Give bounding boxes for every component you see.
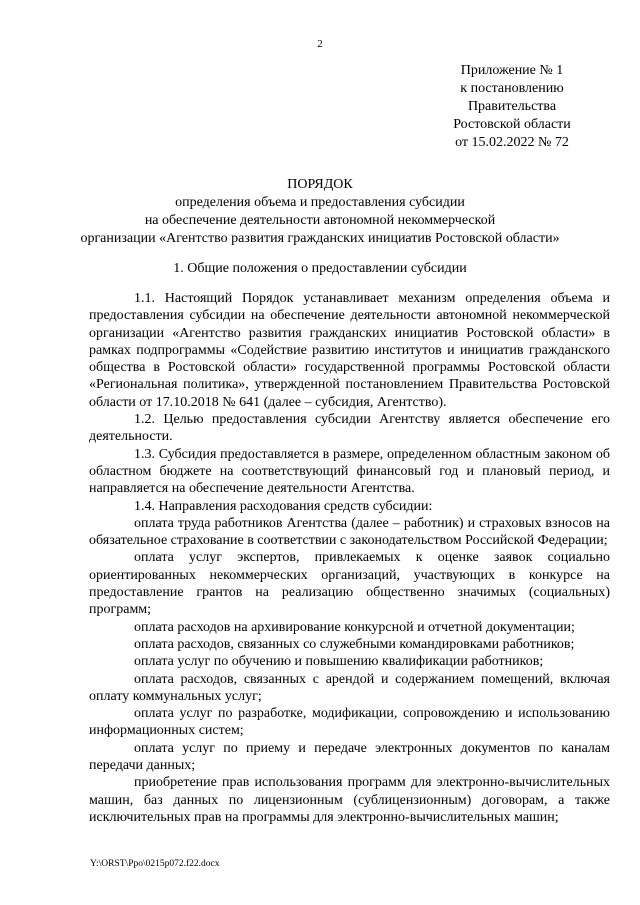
- paragraph: 1.2. Целью предоставления субсидии Агентству является обеспечение его деятельности.: [89, 412, 610, 445]
- paragraph: оплата услуг по обучению и повышению квалификации работников;: [134, 654, 544, 670]
- paragraph: оплата расходов, связанных с арендой и содержанием помещений, включая оплату коммунальных услуг;: [89, 671, 610, 704]
- paragraph: 1.1. Настоящий Порядок устанавливает механизм определения объема и предоставления субсидии на обеспечение деятельности автономной некоммерческой организации «Агентство развития гражданских инициатив Ростовской области» в рамках подпрограммы «Содействие развитию институтов и инициатив гражданского общества в Ростовской области» государственной программы Ростовской области «Региональная политика», утвержденной постановлением Правительства Ростовской области от 17.10.2018 № 641 (далее – субсидия, Агентство).: [89, 291, 610, 410]
- document-title: [0, 176, 640, 248]
- document-body: [89, 290, 610, 826]
- paragraph: оплата услуг по приему и передаче электронных документов по каналам передачи данных;: [89, 740, 610, 774]
- title-line: организации «Агентство развития гражданских инициатив Ростовской области»: [80, 231, 560, 246]
- paragraph: оплата услуг по разработке, модификации, сопровождению и использованию информационных систем;: [89, 706, 610, 739]
- appendix-line: к постановлению: [460, 81, 564, 96]
- paragraph: оплата услуг экспертов, привлекаемых к оценке заявок социально ориентированных некоммерческих организаций, участвующих в конкурсе на предоставление грантов на реализацию общественно значимых (социальных) программ;: [89, 550, 610, 618]
- paragraph: 1.3. Субсидия предоставляется в размере, определенном областным законом об областном бюджете на соответствующий финансовый год и плановый период, и направляется на обеспечение деятельности Агентства.: [89, 446, 610, 497]
- paragraph: оплата труда работников Агентства (далее – работник) и страховых взносов на обязательное страхование в соответствии с законодательством Российской Федерации;: [89, 515, 610, 549]
- page-number: 2: [317, 38, 323, 50]
- appendix-line: Правительства: [467, 99, 557, 114]
- appendix-block: [442, 62, 582, 152]
- title-heading: ПОРЯДОК: [287, 177, 353, 192]
- paragraph: оплата расходов, связанных со служебными командировками работников;: [134, 636, 575, 652]
- paragraph: приобретение прав использования программ для электронно-вычислительных машин, баз данных по лицензионным (сублицензионным) договорам, а также исключительных прав на программы для электронно-вычислительных машин;: [89, 775, 610, 825]
- title-line: на обеспечение деятельности автономной некоммерческой: [144, 213, 496, 228]
- section-heading: 1. Общие положения о предоставлении субсидии: [173, 261, 467, 276]
- title-line: определения объема и предоставления субсидии: [175, 195, 465, 210]
- paragraph: 1.4. Направления расходования средств субсидии:: [134, 498, 433, 514]
- appendix-line: от 15.02.2022 № 72: [455, 135, 569, 150]
- file-path-footer: Y:\ORST\Ppo\0215p072.f22.docx: [90, 859, 220, 869]
- paragraph: оплата расходов на архивирование конкурсной и отчетной документации;: [134, 619, 575, 635]
- appendix-line: Приложение № 1: [460, 63, 564, 78]
- appendix-line: Ростовской области: [453, 117, 571, 132]
